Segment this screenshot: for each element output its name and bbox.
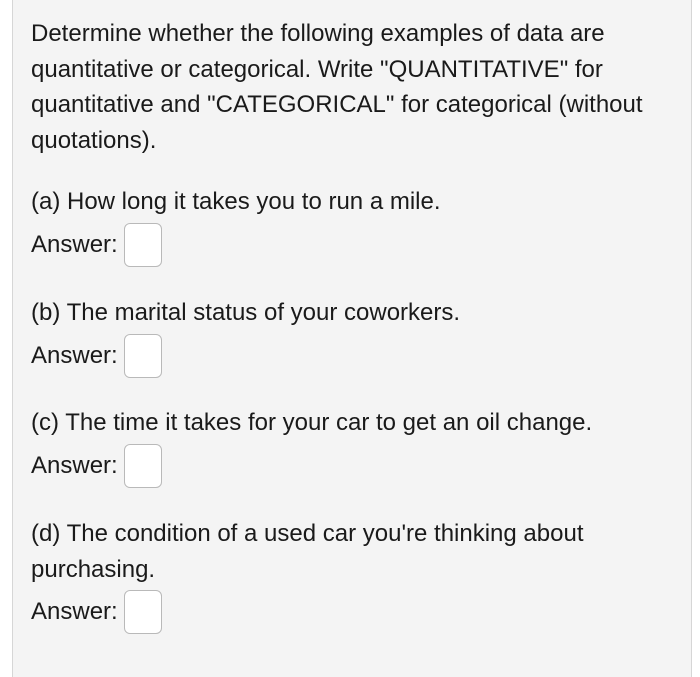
answer-row-a bbox=[31, 222, 162, 268]
answer-label: Answer: bbox=[31, 452, 118, 479]
question-c-text: (c) The time it takes for your car to get an oil change. bbox=[31, 409, 593, 436]
answer-label: Answer: bbox=[31, 598, 118, 625]
question-d-text: (d) The condition of a used car you're thinking about purchasing. bbox=[31, 520, 584, 583]
answer-row-c bbox=[31, 443, 162, 489]
answer-row-d bbox=[31, 589, 162, 635]
question-b-text: (b) The marital status of your coworkers. bbox=[31, 299, 461, 326]
question-a-text: (a) How long it takes you to run a mile. bbox=[31, 188, 441, 215]
answer-row-b bbox=[31, 333, 162, 379]
answer-label: Answer: bbox=[31, 342, 118, 369]
answer-input-a[interactable] bbox=[124, 223, 162, 267]
question-panel bbox=[12, 0, 692, 677]
answer-input-d[interactable] bbox=[124, 590, 162, 634]
instructions-text: Determine whether the following examples of data are quantitative or categorical. Write "QUANTITATIVE" for quantitative and "CATEGORICAL" for categorical (without quotations). bbox=[31, 20, 643, 154]
answer-input-c[interactable] bbox=[124, 444, 162, 488]
answer-input-b[interactable] bbox=[124, 334, 162, 378]
answer-label: Answer: bbox=[31, 231, 118, 258]
